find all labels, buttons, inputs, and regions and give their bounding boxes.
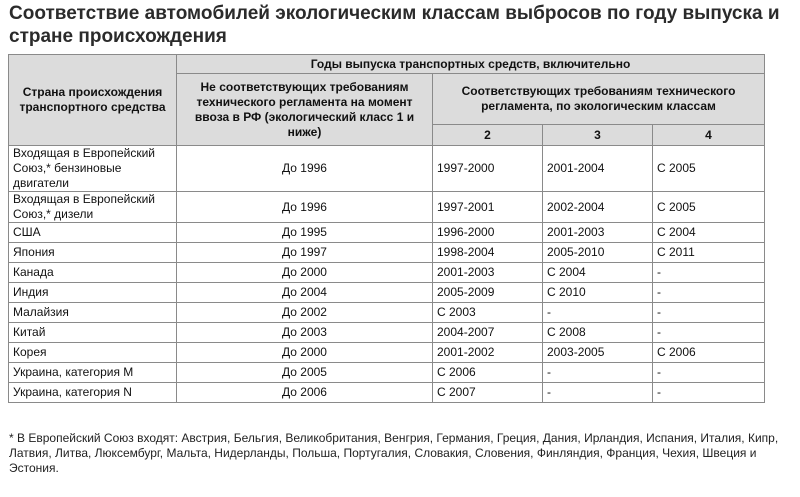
cell-class-3: С 2004 (543, 263, 653, 283)
header-non-compliant: Не соответствующих требованиям технического регламента на момент ввоза в РФ (экологический класс 1 и ниже) (177, 74, 433, 146)
cell-country: Япония (9, 243, 177, 263)
cell-non-compliant: До 2000 (177, 263, 433, 283)
cell-class-4: - (653, 363, 765, 383)
cell-country: Малайзия (9, 303, 177, 323)
cell-class-3: 2003-2005 (543, 343, 653, 363)
cell-class-4: - (653, 383, 765, 403)
cell-class-3: 2005-2010 (543, 243, 653, 263)
table-row (9, 303, 765, 323)
cell-class-2: 1998-2004 (433, 243, 543, 263)
cell-non-compliant: До 2004 (177, 283, 433, 303)
cell-class-4: С 2005 (653, 146, 765, 192)
cell-non-compliant: До 1995 (177, 223, 433, 243)
cell-class-4: - (653, 303, 765, 323)
table-row (9, 192, 765, 223)
header-country: Страна происхождения транспортного средства (9, 55, 177, 146)
header-class-4: 4 (653, 125, 765, 146)
table-row (9, 146, 765, 192)
cell-non-compliant: До 2003 (177, 323, 433, 343)
cell-class-3: - (543, 383, 653, 403)
cell-class-3: 2001-2003 (543, 223, 653, 243)
header-class-2: 2 (433, 125, 543, 146)
cell-class-2: 1997-2001 (433, 192, 543, 223)
cell-country: Входящая в Европейский Союз,* дизели (9, 192, 177, 223)
cell-class-3: С 2010 (543, 283, 653, 303)
cell-country: Канада (9, 263, 177, 283)
cell-class-2: 2004-2007 (433, 323, 543, 343)
cell-non-compliant: До 2005 (177, 363, 433, 383)
header-compliant: Соответствующих требованиям технического регламента, по экологическим классам (433, 74, 765, 125)
cell-country: Входящая в Европейский Союз,* бензиновые двигатели (9, 146, 177, 192)
cell-country: США (9, 223, 177, 243)
cell-class-3: 2001-2004 (543, 146, 653, 192)
cell-non-compliant: До 1996 (177, 146, 433, 192)
cell-class-2: 1997-2000 (433, 146, 543, 192)
cell-country: Корея (9, 343, 177, 363)
footnote: * В Европейский Союз входят: Австрия, Бельгия, Великобритания, Венгрия, Германия, Греция, Дания, Ирландия, Испания, Италия, Кипр, Латвия, Литва, Люксембург, Мальта, Нидерланды, Польша, Португалия, Словакия, Словения, Финляндия, Франция, Чехия, Швеция и Эстония. (9, 431, 779, 475)
cell-class-4: - (653, 323, 765, 343)
cell-non-compliant: До 2002 (177, 303, 433, 323)
cell-class-3: С 2008 (543, 323, 653, 343)
cell-class-2: С 2003 (433, 303, 543, 323)
cell-class-2: 2001-2002 (433, 343, 543, 363)
cell-class-2: 1996-2000 (433, 223, 543, 243)
cell-class-4: - (653, 283, 765, 303)
table-row (9, 283, 765, 303)
cell-class-3: - (543, 363, 653, 383)
cell-class-2: С 2006 (433, 363, 543, 383)
cell-country: Индия (9, 283, 177, 303)
cell-class-4: С 2011 (653, 243, 765, 263)
cell-non-compliant: До 1997 (177, 243, 433, 263)
table-row (9, 383, 765, 403)
table-row (9, 363, 765, 383)
page-title: Соответствие автомобилей экологическим классам выбросов по году выпуска и стране происхождения (9, 3, 780, 47)
cell-country: Китай (9, 323, 177, 343)
cell-class-4: - (653, 263, 765, 283)
header-years: Годы выпуска транспортных средств, включительно (177, 55, 765, 74)
table-row (9, 243, 765, 263)
cell-class-2: С 2007 (433, 383, 543, 403)
table-row (9, 223, 765, 243)
table-row (9, 263, 765, 283)
header-class-3: 3 (543, 125, 653, 146)
cell-class-2: 2005-2009 (433, 283, 543, 303)
emission-classes-table (8, 54, 765, 403)
cell-country: Украина, категория N (9, 383, 177, 403)
table-row (9, 343, 765, 363)
table-row (9, 323, 765, 343)
cell-class-4: С 2005 (653, 192, 765, 223)
cell-non-compliant: До 2000 (177, 343, 433, 363)
cell-country: Украина, категория M (9, 363, 177, 383)
cell-non-compliant: До 1996 (177, 192, 433, 223)
cell-class-3: 2002-2004 (543, 192, 653, 223)
cell-class-3: - (543, 303, 653, 323)
cell-class-4: С 2004 (653, 223, 765, 243)
cell-class-2: 2001-2003 (433, 263, 543, 283)
cell-non-compliant: До 2006 (177, 383, 433, 403)
table-body (9, 146, 765, 403)
cell-class-4: С 2006 (653, 343, 765, 363)
